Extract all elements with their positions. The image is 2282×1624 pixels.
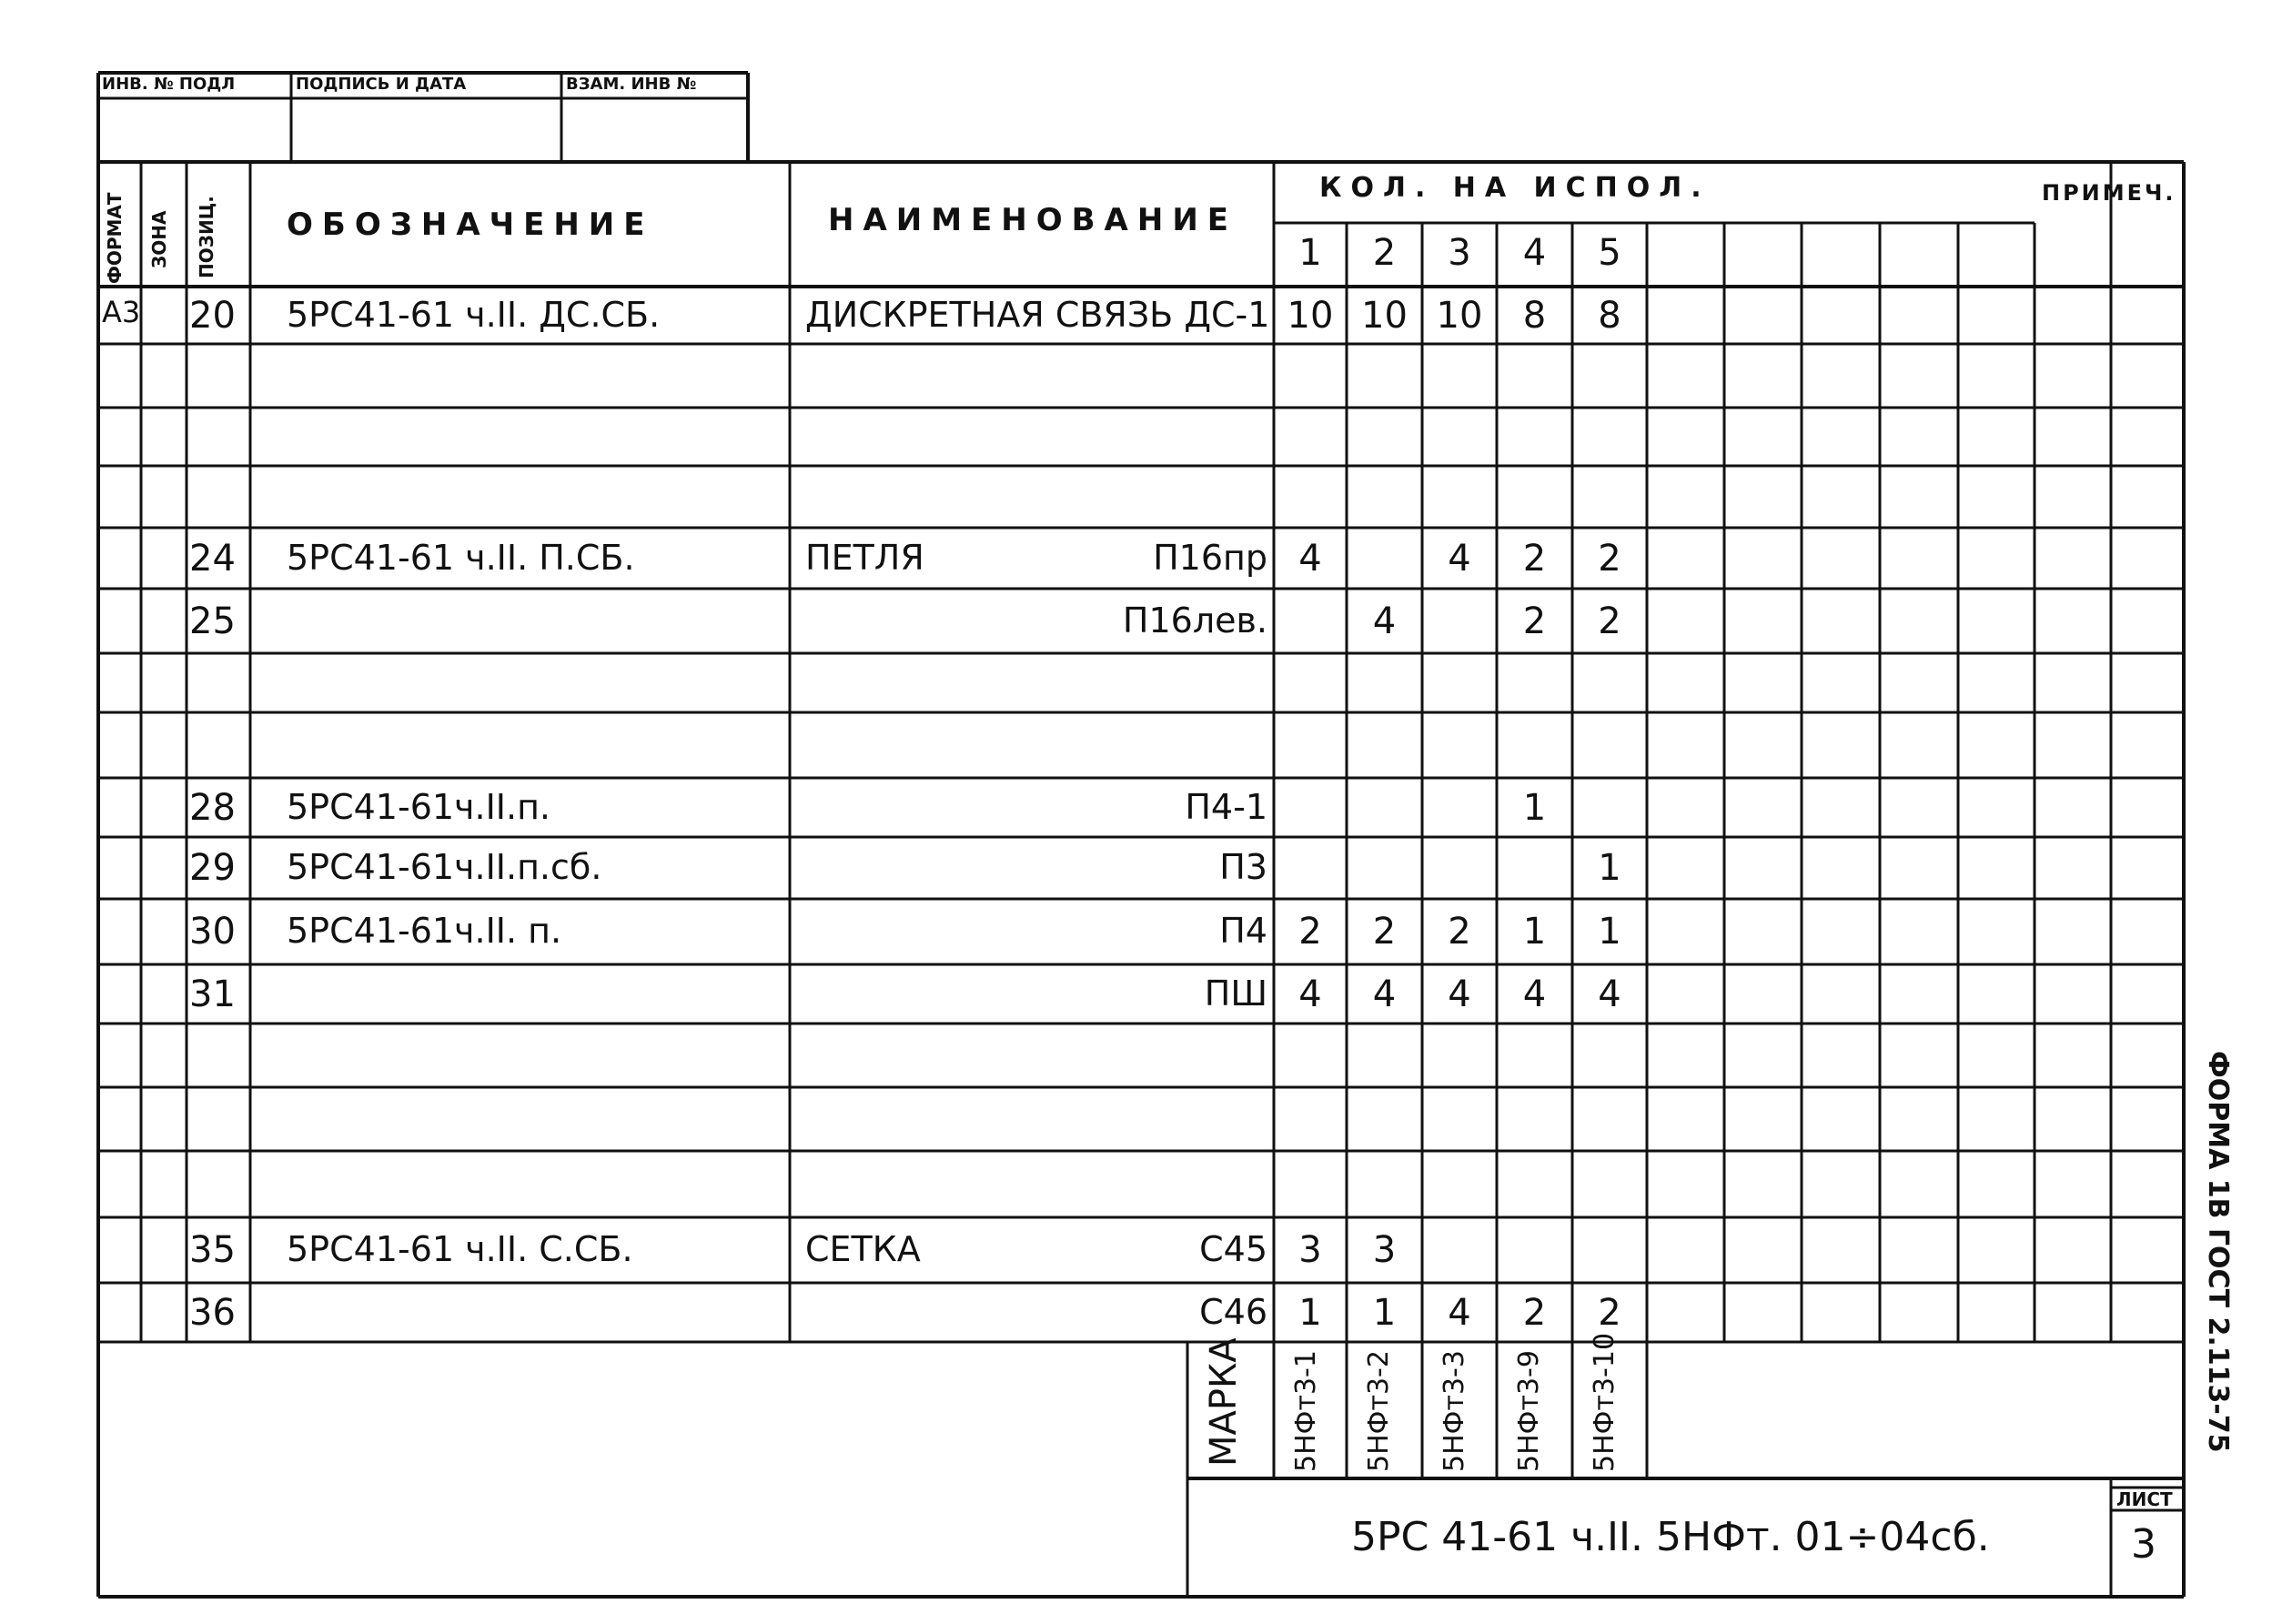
row-designation: 5РС41-61ч.II.п. <box>287 786 550 827</box>
row-code: С45 <box>1199 1229 1267 1269</box>
row-qty-3: 4 <box>1448 537 1471 580</box>
row-position: 36 <box>189 1291 236 1334</box>
row-qty-5: 2 <box>1598 537 1621 580</box>
row-name: ПЕТЛЯ <box>805 537 924 578</box>
row-position: 25 <box>189 600 236 642</box>
title-block-designation: 5РС 41-61 ч.II. 5НФт. 01÷04сб. <box>1351 1514 1990 1560</box>
stamp-podpis-data: ПОДПИСЬ И ДАТА <box>296 75 467 94</box>
row-qty-1: 3 <box>1298 1229 1322 1271</box>
row-code: П4 <box>1219 911 1267 951</box>
row-position: 29 <box>189 847 236 889</box>
header-oboznachenie: ОБОЗНАЧЕНИЕ <box>287 207 654 243</box>
marka-value-3: 5НФт3-3 <box>1439 1350 1470 1472</box>
row-qty-1: 10 <box>1287 294 1334 337</box>
row-qty-2: 4 <box>1372 600 1397 642</box>
row-qty-2: 4 <box>1372 973 1397 1015</box>
marka-value-2: 5НФт3-2 <box>1363 1350 1395 1472</box>
row-position: 24 <box>189 537 236 580</box>
header-variant-5: 5 <box>1598 232 1621 274</box>
row-qty-4: 4 <box>1522 973 1547 1015</box>
row-name: СЕТКА <box>805 1229 921 1269</box>
row-qty-3: 10 <box>1436 294 1483 337</box>
row-designation: 5РС41-61 ч.II. С.СБ. <box>287 1229 633 1269</box>
header-variant-1: 1 <box>1298 232 1322 274</box>
row-code: П16лев. <box>1122 600 1267 641</box>
row-position: 35 <box>189 1229 236 1271</box>
row-position: 30 <box>189 911 236 953</box>
row-qty-1: 4 <box>1298 537 1322 580</box>
row-qty-5: 8 <box>1598 294 1621 337</box>
marka-label: МАРКА <box>1203 1337 1245 1467</box>
side-form-text: ФОРМА 1В ГОСТ 2.113-75 <box>2202 1051 2234 1453</box>
row-qty-3: 4 <box>1448 973 1471 1015</box>
row-qty-4: 1 <box>1522 911 1547 953</box>
row-qty-4: 2 <box>1522 600 1547 642</box>
row-qty-2: 2 <box>1372 911 1397 953</box>
row-qty-1: 4 <box>1298 973 1322 1015</box>
row-name: ДИСКРЕТНАЯ СВЯЗЬ ДС-1 <box>805 294 1270 335</box>
row-designation: 5РС41-61 ч.II. П.СБ. <box>287 537 635 578</box>
row-position: 20 <box>189 294 236 337</box>
title-block-sheet-label: ЛИСТ <box>2116 1488 2173 1510</box>
header-naimenovanie: НАИМЕНОВАНИЕ <box>828 202 1238 238</box>
marka-value-1: 5НФт3-1 <box>1290 1350 1322 1472</box>
marka-value-5: 5НФт3-10 <box>1589 1332 1621 1472</box>
row-qty-4: 2 <box>1522 537 1547 580</box>
row-code: ПШ <box>1204 973 1267 1014</box>
row-qty-2: 3 <box>1372 1229 1397 1271</box>
row-code: П4-1 <box>1185 786 1267 827</box>
row-designation: 5РС41-61ч.II. п. <box>287 911 562 951</box>
header-primech: ПРИМЕЧ. <box>2042 180 2176 206</box>
row-code: С46 <box>1199 1291 1267 1332</box>
header-poz: ПОЗИЦ. <box>196 196 217 278</box>
header-variant-3: 3 <box>1448 232 1471 274</box>
row-designation: 5РС41-61 ч.II. ДС.СБ. <box>287 294 661 335</box>
row-designation: 5РС41-61ч.II.п.сб. <box>287 847 602 887</box>
header-format: ФОРМАТ <box>104 192 126 284</box>
title-block-sheet-number: 3 <box>2131 1521 2156 1568</box>
header-zona: ЗОНА <box>148 210 170 268</box>
row-qty-2: 1 <box>1372 1291 1397 1334</box>
stamp-inv-podl: ИНВ. № ПОДЛ <box>102 75 236 94</box>
row-code: П16пр <box>1153 537 1267 578</box>
row-code: П3 <box>1219 847 1267 887</box>
row-qty-5: 2 <box>1598 1291 1621 1334</box>
row-qty-4: 8 <box>1522 294 1547 337</box>
row-format: А3 <box>102 294 141 329</box>
header-variant-4: 4 <box>1522 232 1547 274</box>
row-qty-5: 2 <box>1598 600 1621 642</box>
row-qty-1: 1 <box>1298 1291 1322 1334</box>
header-kol-na-ispol: КОЛ. НА ИСПОЛ. <box>1319 172 1711 204</box>
header-variant-2: 2 <box>1372 232 1397 274</box>
row-position: 31 <box>189 973 236 1015</box>
row-qty-2: 10 <box>1361 294 1408 337</box>
row-qty-5: 4 <box>1598 973 1621 1015</box>
row-qty-5: 1 <box>1598 911 1621 953</box>
marka-value-4: 5НФт3-9 <box>1513 1350 1545 1472</box>
row-qty-5: 1 <box>1598 847 1621 889</box>
row-position: 28 <box>189 786 236 829</box>
row-qty-1: 2 <box>1298 911 1322 953</box>
row-qty-3: 2 <box>1448 911 1471 953</box>
row-qty-4: 2 <box>1522 1291 1547 1334</box>
row-qty-3: 4 <box>1448 1291 1471 1334</box>
stamp-vzam-inv: ВЗАМ. ИНВ № <box>566 75 697 94</box>
row-qty-4: 1 <box>1522 786 1547 829</box>
